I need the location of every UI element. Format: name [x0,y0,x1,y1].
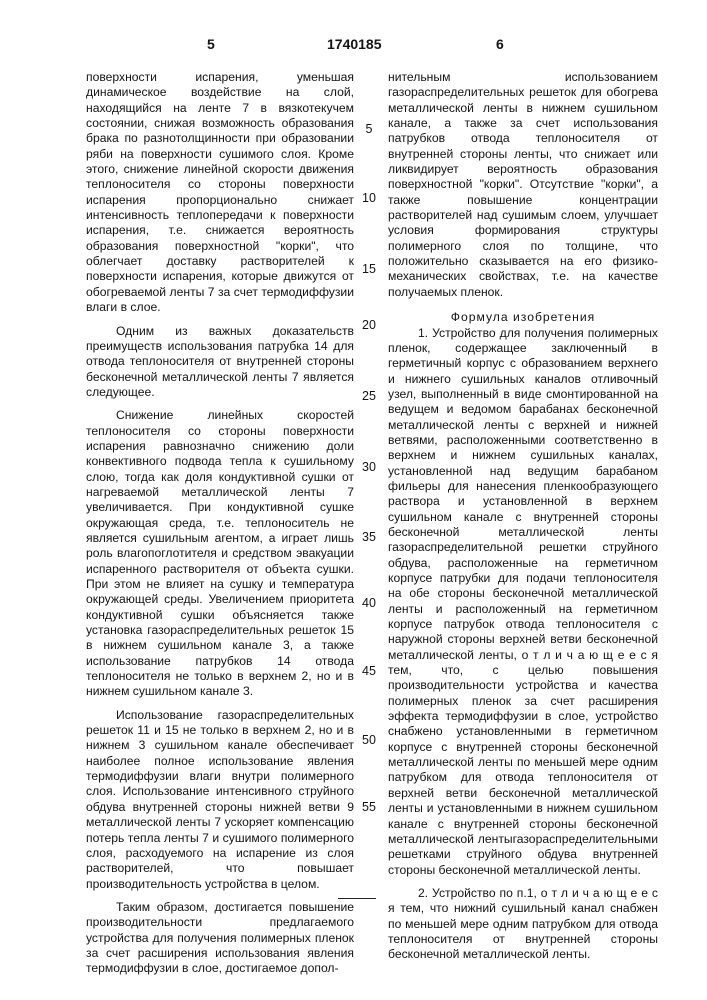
paragraph: Таким образом, достигается повышение производительности предлагаемого устройства для получения полимерных пленок за счет расширения использования явления термодиффузии в слое, достигаемое допол- [86,900,354,977]
claim-2: 2. Устройство по п.1, о т л и ч а ю щ е е с я тем, что нижний сушильный канал снабжен по меньшей мере одним патрубком для отвода теплоносителя от внутренней стороны бесконечной металлической ленты. [388,886,658,963]
paragraph: поверхности испарения, уменьшая динамическое воздействие на слой, находящийся на ленте 7 в вязкотекучем состоянии, снижая возможность образования брака по разнотолщинности при образовании ряби на поверхности сушимого слоя. Кроме этого, снижение линейной скорости движения теплоносителя со стороны поверхности испарения пропорционально снижает интенсивность теплопередачи к поверхности испарения, т.е. снижается вероятность образования поверхностной "корки", что облегчает доставку растворителей к поверхности испарения, которые движутся от обогреваемой ленты 7 за счет термодиффузии влаги в слое. [86,70,354,316]
line-number: 45 [358,664,380,678]
line-number: 50 [358,733,380,747]
paragraph: Использование газораспределительных решеток 11 и 15 не только в верхнем 2, но и в нижнем 3 сушильном канале обеспечивает наиболее полное использование явления термодиффузии влаги внутри полимерного слоя. Использование интенсивного струйного обдува внутренней стороны нижней ветви 9 металлической ленты 7 ускоряет компенсацию потерь тепла ленты 7 и сушимого полимерного слоя, расходуемого на испарение из слоя растворителей, что повышает производительность устройства в целом. [86,708,354,892]
line-number: 5 [358,122,380,136]
line-number: 20 [358,318,380,332]
separator-line [338,898,376,899]
patent-number: 1740185 [327,36,382,52]
paragraph: Снижение линейных скоростей теплоносителя со стороны поверхности испарения равнозначно снижению доли конвективного подвода тепла к сушильному слою, тогда как доля кондуктивной сушки от нагреваемой металлической ленты 7 увеличивается. При кондуктивной сушке окружающая среда, т.е. теплоноситель не является сушильным агентом, а играет лишь роль влагопоглотителя и средством эвакуации испаренного растворителя от объекта сушки. При этом не влияет на сушку и температура окружающей среды. Увеличением приоритета кондуктивной сушки объясняется также установка газораспределительных решеток 15 в нижнем сушильном канале 3, а также использование патрубков 14 отвода теплоносителя не только в верхнем 2, но и в нижнем сушильном канале 3. [86,408,354,700]
line-number: 40 [358,596,380,610]
paragraph: Одним из важных доказательств преимуществ использования патрубка 14 для отвода теплоносителя от внутренней стороны бесконечной металлической ленты 7 является следующее. [86,324,354,401]
page-number-right: 6 [496,36,504,52]
line-number: 35 [358,530,380,544]
claim-1: 1. Устройство для получения полимерных пленок, содержащее заключенный в герметичный корпус с образованием верхнего и нижнего сушильных каналов отливочный узел, выполненный в виде смонтированной на ведущем и ведомом барабанах бесконечной металлической ленты с верхней и нижней ветвями, расположенными соответственно в верхнем и нижнем сушильных каналах, установленной над ведущим барабаном фильеры для нанесения пленкообразующего раствора и установленной в верхнем сушильном канале с внутренней стороны бесконечной металлической ленты газораспределительной решетки струйного обдува, расположенные на герметичном корпусе патрубки для подачи теплоносителя на обе стороны бесконечной металлической ленты и расположенный на герметичном корпусе патрубок отвода теплоносителя с наружной стороны верхней ветви бесконечной металлической ленты, о т л и ч а ю щ е е с я тем, что, с целью повышения производительности устройства и качества полимерных пленок за счет расширения эффекта термодиффузии в слое, устройство снабжено установленными в герметичном корпусе с внутренней стороны бесконечной металлической ленты по меньшей мере одним патрубком для отвода теплоносителя от верхней ветви бесконечной металлической ленты и установленными в нижнем сушильном канале с внутренней стороны бесконечной металлической лентыгазораспределительными решетками струйного обдува внутренней стороны бесконечной металлической ленты. [388,326,658,878]
formula-title: Формула изобретения [388,310,658,325]
left-column [86,70,354,977]
line-number: 10 [358,191,380,205]
line-number: 30 [358,460,380,474]
line-number: 55 [358,800,380,814]
right-column [388,70,658,963]
paragraph: нительным использованием газораспределительных решеток для обогрева металлической ленты в нижнем сушильном канале, а также за счет использования патрубков отвода теплоносителя от внутренней стороны ленты, что снижает или ликвидирует вероятность образования поверхностной "корки". Отсутствие "корки", а также повышение концентрации растворителей над сушимым слоем, улучшает условия формирования структуры полимерного слоя по толщине, что положительно сказывается на его физико-механических свойствах, т.е. на качестве получаемых пленок. [388,70,658,300]
page-number-left: 5 [207,36,215,52]
line-number: 25 [358,389,380,403]
line-number: 15 [358,262,380,276]
